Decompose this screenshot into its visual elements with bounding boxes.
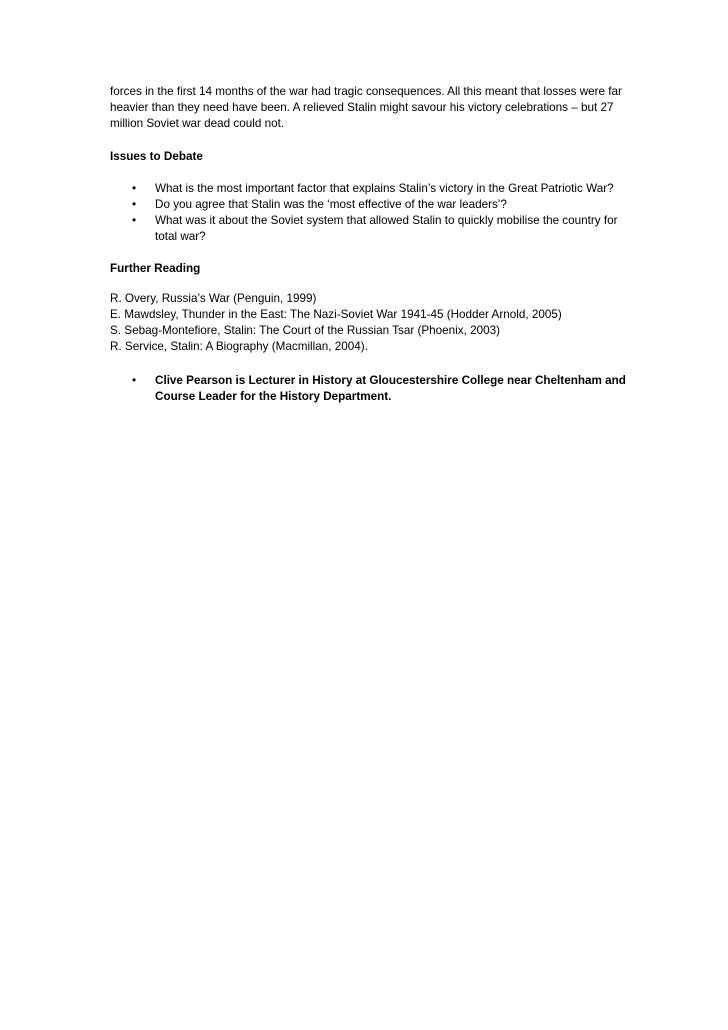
reading-entry: E. Mawdsley, Thunder in the East: The Nazi-Soviet War 1941-45 (Hodder Arnold, 2005): [110, 307, 562, 321]
reading-entry: R. Overy, Russia’s War (Penguin, 1999): [110, 292, 317, 306]
reading-entry: R. Service, Stalin: A Biography (Macmillan, 2004).: [110, 339, 368, 353]
issue-text: What was it about the Soviet system that allowed Stalin to quickly mobilise the country for total war?: [155, 213, 618, 243]
intro-paragraph: forces in the first 14 months of the war had tragic consequences. All this meant that losses were far heavier than they need have been. A relieved Stalin might savour his victory celebrations – but 27 million Soviet war dead could not.: [110, 85, 622, 130]
issues-list-item: [110, 181, 630, 197]
bullet-icon: •: [131, 182, 137, 196]
further-reading-heading: Further Reading: [110, 262, 201, 276]
bullet-icon: •: [131, 374, 137, 388]
issues-heading: Issues to Debate: [110, 150, 203, 164]
issues-list: [110, 181, 630, 244]
reading-entry: S. Sebag-Montefiore, Stalin: The Court of the Russian Tsar (Phoenix, 2003): [110, 323, 501, 337]
further-reading-list: [110, 291, 630, 354]
author-bio: Clive Pearson is Lecturer in History at Gloucestershire College near Cheltenham and Course Leader for the History Department.: [155, 374, 626, 404]
author-bio-item: [110, 373, 630, 405]
bullet-icon: •: [131, 197, 137, 211]
bullet-icon: •: [131, 213, 137, 227]
issue-text: Do you agree that Stalin was the ‘most effective of the war leaders’?: [155, 197, 507, 211]
document-body: [110, 84, 630, 405]
author-bio-list: [110, 373, 630, 405]
issues-list-item: [110, 213, 630, 245]
issue-text: What is the most important factor that explains Stalin’s victory in the Great Patriotic War?: [155, 182, 614, 196]
issues-list-item: [110, 197, 630, 213]
